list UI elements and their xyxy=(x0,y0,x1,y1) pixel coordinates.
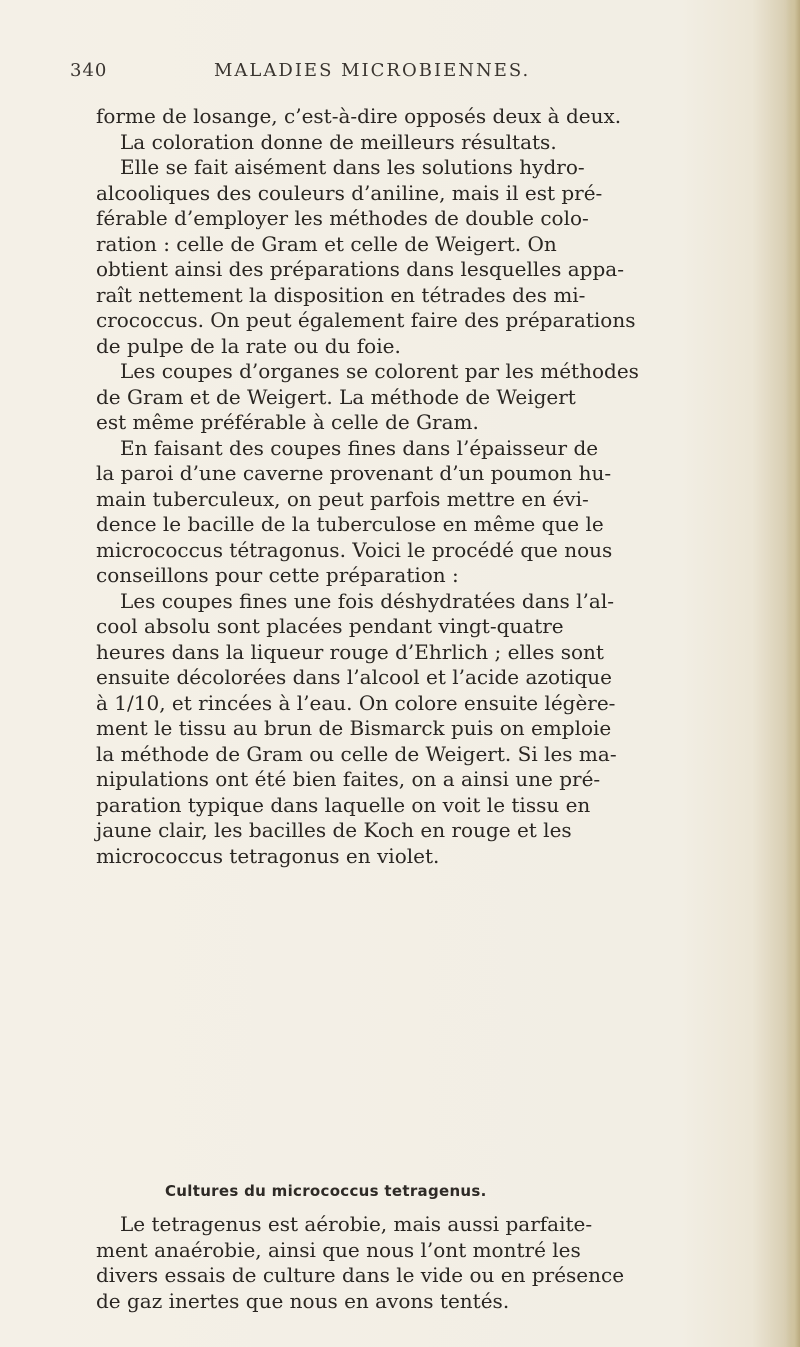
text-line: férable d’employer les méthodes de double colo- xyxy=(96,206,589,230)
text-line: alcooliques des couleurs d’aniline, mais il est pré- xyxy=(96,180,603,205)
text-line: Les coupes d’organes se colorent par les méthodes xyxy=(120,359,639,383)
text-line: la méthode de Gram ou celle de Weigert. Si les ma- xyxy=(96,741,617,766)
text-line: dence le bacille de la tuberculose en même que le xyxy=(96,512,604,536)
page-header xyxy=(70,60,630,88)
text-line: divers essais de culture dans le vide ou en présence xyxy=(96,1263,625,1287)
text-line: de pulpe de la rate ou du foie. xyxy=(96,333,401,358)
text-line: raît nettement la disposition en tétrades des mi- xyxy=(96,282,586,307)
text-line: forme de losange, c’est-à-dire opposés deux à deux. xyxy=(96,104,622,128)
text-line: En faisant des coupes fines dans l’épaisseur de xyxy=(120,435,599,460)
page-number: 340 xyxy=(70,60,108,81)
text-line: ration : celle de Gram et celle de Weigert. On xyxy=(96,231,557,256)
text-line: ensuite décolorées dans l’alcool et l’acide azotique xyxy=(96,665,612,689)
text-line: de Gram et de Weigert. La méthode de Weigert xyxy=(96,384,576,409)
text-line: à 1/10, et rincées à l’eau. On colore ensuite légère- xyxy=(96,690,616,715)
text-line: main tuberculeux, on peut parfois mettre en évi- xyxy=(96,486,589,511)
page-edge-shadow xyxy=(786,0,800,1347)
text-line: de gaz inertes que nous en avons tentés. xyxy=(96,1288,510,1313)
text-line: Elle se fait aisément dans les solutions hydro- xyxy=(120,155,585,179)
text-line: conseillons pour cette préparation : xyxy=(96,563,459,587)
text-line: est même préférable à celle de Gram. xyxy=(96,410,479,434)
running-title: MALADIES MICROBIENNES. xyxy=(214,60,531,81)
text-line: ment anaérobie, ainsi que nous l’ont montré les xyxy=(96,1237,581,1262)
section-text xyxy=(96,1212,736,1314)
text-line: la paroi d’une caverne provenant d’un poumon hu- xyxy=(96,461,612,485)
text-line: obtient ainsi des préparations dans lesquelles appa- xyxy=(96,257,624,281)
text-line: ment le tissu au brun de Bismarck puis on emploie xyxy=(96,716,612,740)
text-line: micrococcus tetragonus en violet. xyxy=(96,843,440,868)
text-line: nipulations ont été bien faites, on a ainsi une pré- xyxy=(96,767,601,791)
text-line: heures dans la liqueur rouge d’Ehrlich ; elles sont xyxy=(96,639,604,664)
text-line: cool absolu sont placées pendant vingt-quatre xyxy=(96,614,564,638)
text-line: La coloration donne de meilleurs résultats. xyxy=(120,129,557,154)
text-line: Les coupes fines une fois déshydratées dans l’al- xyxy=(120,588,614,613)
text-line: micrococcus tétragonus. Voici le procédé que nous xyxy=(96,537,613,562)
body-text xyxy=(96,104,736,869)
text-line: jaune clair, les bacilles de Koch en rouge et les xyxy=(96,818,572,842)
text-line: paration typique dans laquelle on voit le tissu en xyxy=(96,792,591,817)
text-line: crococcus. On peut également faire des préparations xyxy=(96,308,636,332)
text-line: Le tetragenus est aérobie, mais aussi parfaite- xyxy=(120,1212,593,1236)
section-heading: Cultures du micrococcus tetragenus. xyxy=(165,1182,487,1200)
